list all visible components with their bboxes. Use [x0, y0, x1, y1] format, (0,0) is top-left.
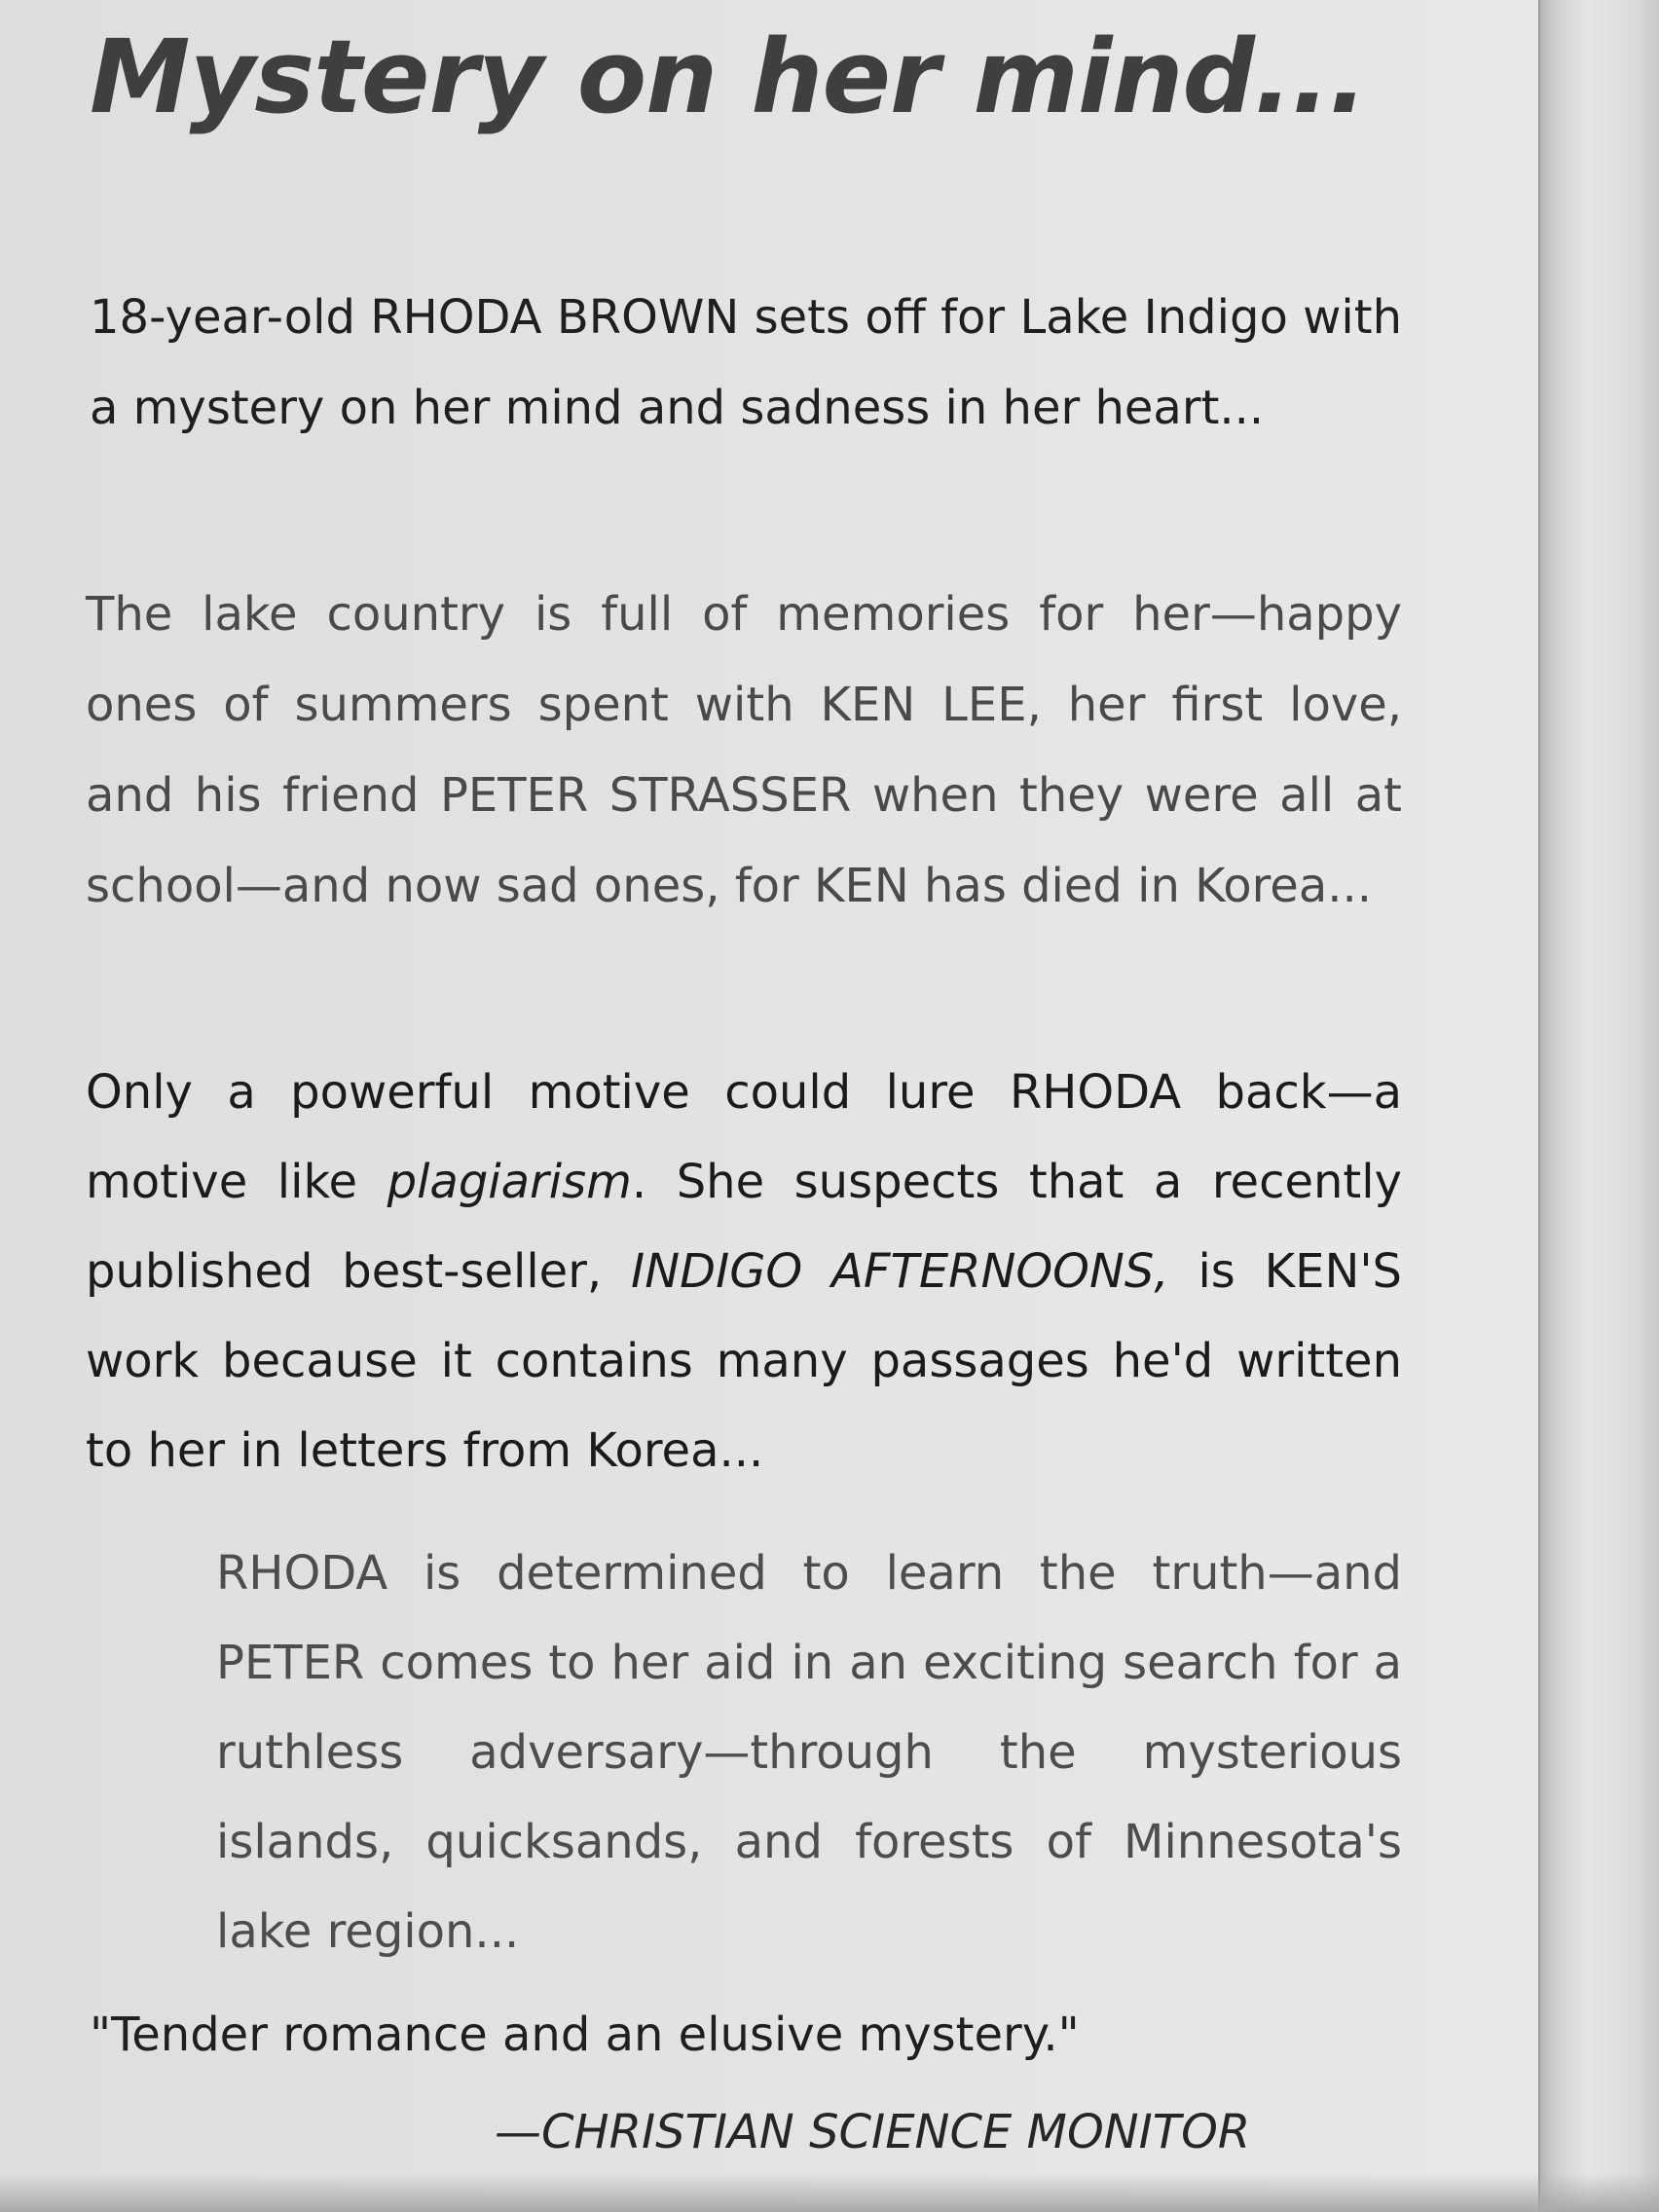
blurb-paragraph-memories: The lake country is full of memories for her—happy ones of summers spent with KEN LEE, her first love, and his friend PETER STRASSER when they were all at school—and now sad ones, for KEN has died in Korea... — [86, 587, 1402, 913]
book-spine-edge — [1538, 0, 1659, 2212]
review-quote: "Tender romance and an elusive mystery." — [90, 2008, 1080, 2062]
motive-text-start: Only a powerful motive could lure RHODA back—a motive like — [86, 1065, 1402, 1209]
blurb-paragraph-intro: 18-year-old RHODA BROWN sets off for Lake Indigo with a mystery on her mind and sadness in her heart... — [90, 290, 1402, 435]
blurb-paragraph-motive — [86, 1048, 1402, 1495]
book-title-italic: INDIGO AFTERNOONS, — [631, 1244, 1169, 1299]
blurb-paragraph-search: RHODA is determined to learn the truth—and PETER comes to her aid in an exciting search for a ruthless adversary—through the mysterious islands, quicksands, and forests of Minnesota's lake region... — [216, 1546, 1402, 1959]
motive-italic-plagiarism: plagiarism — [387, 1155, 632, 1209]
jacket-heading: Mystery on her mind... — [90, 18, 1367, 136]
motive-text-middle: . She suspects that a recently published best-seller, — [86, 1155, 1402, 1299]
review-attribution: —CHRISTIAN SCIENCE MONITOR — [495, 2105, 1251, 2159]
page-bottom-shadow — [0, 2173, 1659, 2212]
motive-text-end: is KEN'S work because it contains many passages he'd written to her in letters from Korea... — [86, 1244, 1403, 1478]
